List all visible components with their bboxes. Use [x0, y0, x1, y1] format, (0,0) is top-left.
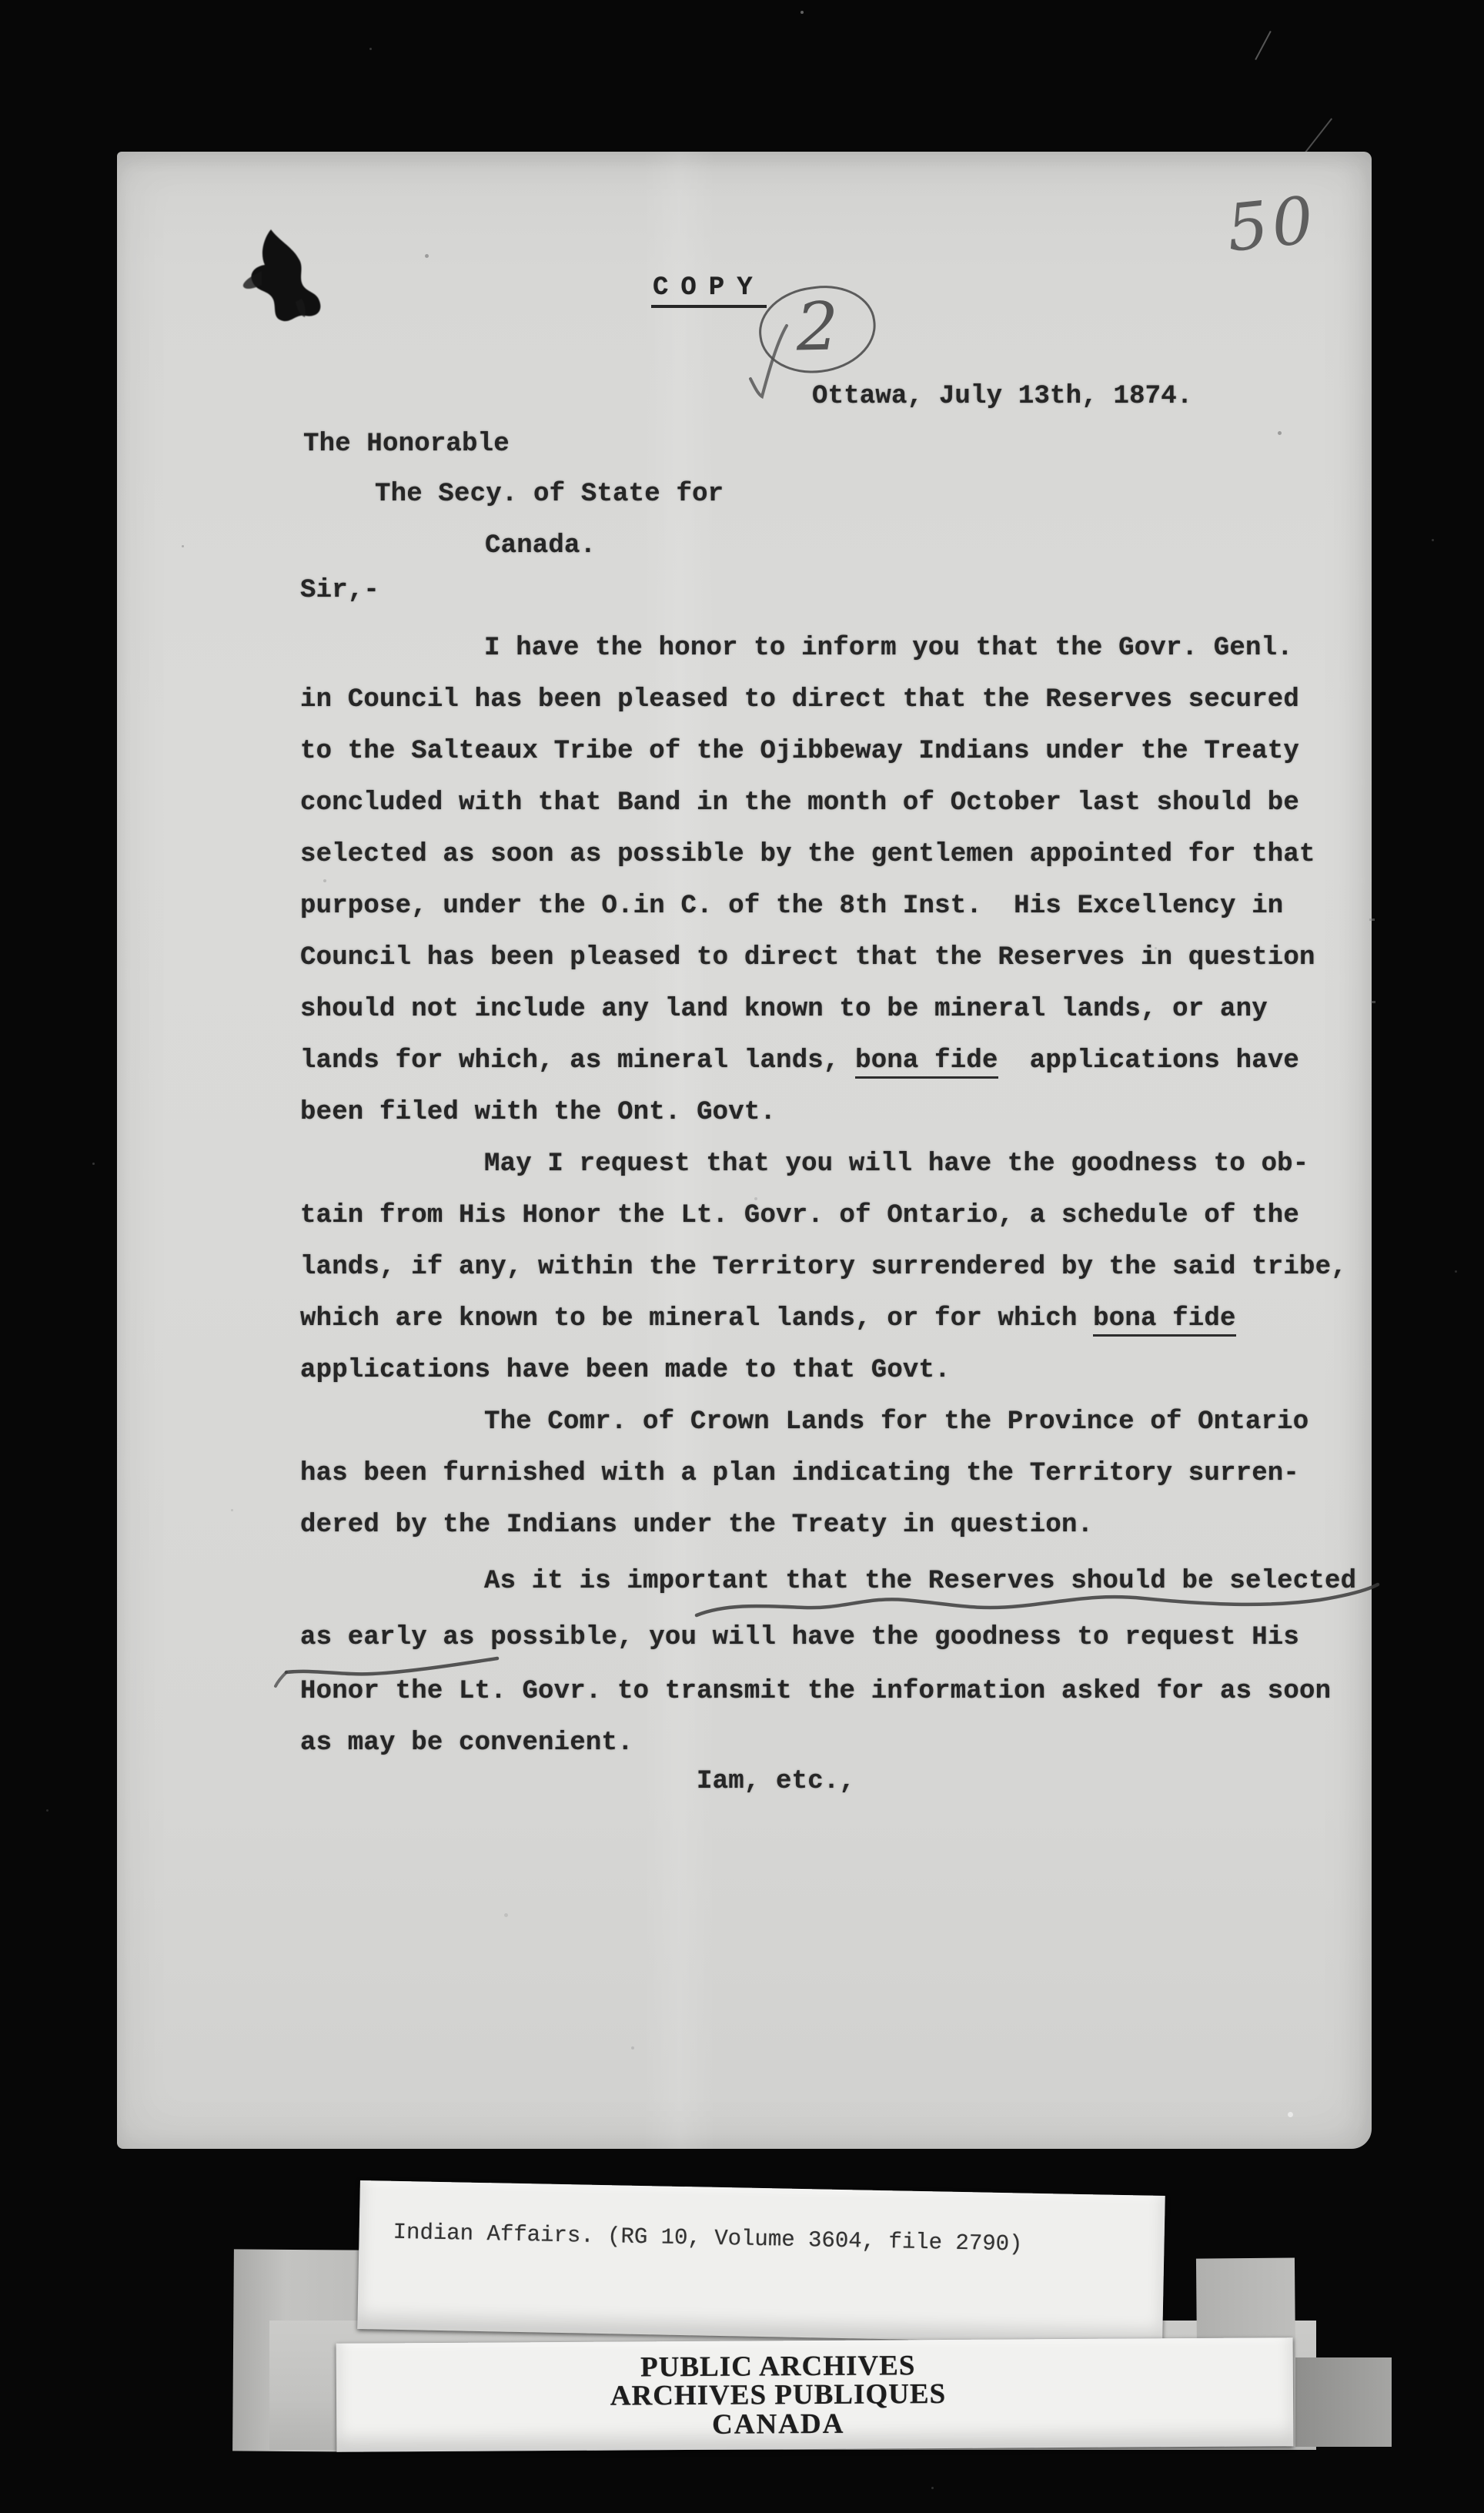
scan-scratch: [1305, 118, 1332, 152]
text-segment: lands, if any, within the Territory surrendered by the said tribe,: [300, 1253, 1347, 1282]
text-segment: as early as possible, you will have the goodness to request His: [300, 1623, 1300, 1652]
text-segment: Council has been pleased to direct that the Reserves in question: [300, 943, 1315, 972]
scan-scratch: [1255, 31, 1271, 60]
dust-speck: [631, 2046, 634, 2050]
paper-edge-mark: [1371, 1001, 1375, 1003]
letter-line: [484, 634, 1293, 663]
text-segment: dered by the Indians under the Treaty in question.: [300, 1511, 1094, 1540]
dust-speck: [369, 48, 372, 50]
dust-speck: [92, 1163, 95, 1165]
dust-speck: [231, 1509, 233, 1511]
letter-line: [300, 1201, 1299, 1230]
reference-label-strip: [357, 2180, 1165, 2344]
letter-line: [300, 1356, 951, 1385]
dust-speck: [754, 1197, 757, 1200]
text-segment: to the Salteaux Tribe of the Ojibbeway Indians under the Treaty: [300, 737, 1300, 766]
letter-line: [484, 1567, 1356, 1596]
text-segment: should not include any land known to be mineral lands, or any: [300, 995, 1268, 1024]
letter-line: [300, 737, 1299, 766]
letter-line: [300, 995, 1268, 1024]
text-segment: which are known to be mineral lands, or for which: [300, 1304, 1094, 1333]
archive-stamp-strip: [336, 2337, 1294, 2452]
pencil-page-number: 50: [1223, 182, 1321, 266]
underlined-phrase: bona fide: [1093, 1304, 1235, 1337]
text-segment: in Council has been pleased to direct that the Reserves secured: [300, 685, 1300, 714]
letter-line: [300, 1728, 633, 1758]
archive-stamp-line: PUBLIC ARCHIVES: [640, 2350, 916, 2384]
letter-line: [300, 1623, 1299, 1652]
dust-speck: [425, 254, 429, 258]
letter-line: [300, 1677, 1331, 1706]
text-segment: selected as soon as possible by the gentlemen appointed for that: [300, 840, 1315, 869]
dust-speck: [182, 545, 184, 547]
dust-speck: [1155, 947, 1157, 949]
copy-heading: COPY: [651, 273, 767, 308]
text-segment: As it is important that the Reserves should be selected: [484, 1567, 1357, 1596]
dateline: Ottawa, July 13th, 1874.: [812, 382, 1193, 411]
text-segment: concluded with that Band in the month of October last should be: [300, 788, 1300, 818]
dust-speck: [931, 2487, 934, 2489]
letter-line: [300, 943, 1315, 972]
text-segment: as may be convenient.: [300, 1728, 633, 1758]
dust-speck: [1278, 431, 1282, 435]
cardboard-backing: [1295, 2357, 1392, 2447]
letter-line: [300, 788, 1299, 818]
letter-line: [300, 1098, 776, 1127]
text-segment: tain from His Honor the Lt. Govr. of Ontario, a schedule of the: [300, 1201, 1300, 1230]
letter-line: [300, 1459, 1299, 1488]
underlined-phrase: bona fide: [855, 1046, 998, 1079]
letter-line: [484, 1149, 1309, 1179]
dust-speck: [323, 879, 326, 882]
dust-speck: [1455, 1270, 1457, 1273]
letter-line: [300, 1511, 1093, 1540]
salutation: Sir,-: [300, 576, 380, 605]
pencil-numeral: 2: [795, 288, 840, 366]
reference-label: Indian Affairs. (RG 10, Volume 3604, file 2790): [393, 2219, 1023, 2257]
letter-closing: Iam, etc.,: [697, 1767, 856, 1796]
dust-speck: [46, 1809, 48, 1812]
text-segment: I have the honor to inform you that the Govr. Genl.: [484, 634, 1293, 663]
text-segment: purpose, under the O.in C. of the 8th Inst. His Excellency in: [300, 892, 1284, 921]
paper-edge-mark: [1369, 919, 1375, 921]
dust-speck: [1020, 701, 1023, 704]
text-segment: applications have been made to that Govt.: [300, 1356, 951, 1385]
letter-line: [300, 1253, 1347, 1282]
dust-speck: [504, 1913, 508, 1917]
dust-speck: [1288, 2112, 1293, 2117]
letter-line: [300, 1304, 1236, 1333]
text-segment: applications have: [998, 1046, 1300, 1076]
archive-stamp-line: CANADA: [711, 2408, 845, 2441]
recipient-line: Canada.: [485, 531, 597, 560]
letter-line: [300, 892, 1283, 921]
recipient-line: The Honorable: [303, 430, 510, 459]
text-segment: has been furnished with a plan indicating the Territory surren-: [300, 1459, 1300, 1488]
text-segment: Honor the Lt. Govr. to transmit the information asked for as soon: [300, 1677, 1332, 1706]
text-segment: May I request that you will have the goodness to ob-: [484, 1149, 1309, 1179]
letter-line: [300, 1046, 1299, 1076]
archive-stamp-line: ARCHIVES PUBLIQUES: [610, 2377, 947, 2412]
letter-line: [300, 685, 1299, 714]
dust-speck: [800, 11, 804, 14]
text-segment: lands for which, as mineral lands,: [300, 1046, 856, 1076]
recipient-line: The Secy. of State for: [375, 480, 724, 509]
text-segment: The Comr. of Crown Lands for the Province of Ontario: [484, 1407, 1309, 1437]
dust-speck: [1432, 539, 1434, 541]
text-segment: been filed with the Ont. Govt.: [300, 1098, 777, 1127]
letter-line: [300, 840, 1315, 869]
letter-line: [484, 1407, 1309, 1437]
